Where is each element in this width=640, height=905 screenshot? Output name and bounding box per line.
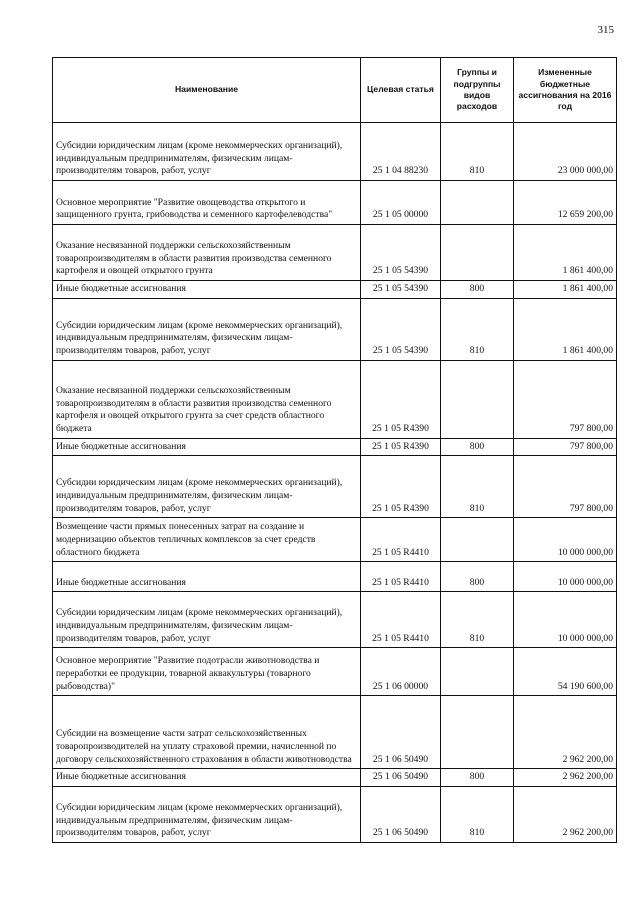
row-name: Оказание несвязанной поддержки сельскохозяйственным товаропроизводителям в области развития производства семенного картофеля и овощей открытого грунта	[53, 225, 361, 281]
table-row	[53, 181, 617, 225]
table-header-row	[53, 58, 617, 123]
row-name: Иные бюджетные ассигнования	[53, 769, 361, 787]
row-amount: 10 000 000,00	[514, 562, 617, 592]
row-group-code: 810	[441, 456, 514, 518]
row-group-code	[441, 648, 514, 696]
row-group-code	[441, 225, 514, 281]
row-target-code: 25 1 05 54390	[361, 225, 441, 281]
row-amount: 2 962 200,00	[514, 696, 617, 769]
row-name: Субсидии юридическим лицам (кроме некоммерческих организаций), индивидуальным предпринимателям, физическим лицам-производителям товаров, работ, услуг	[53, 456, 361, 518]
table-row	[53, 592, 617, 648]
row-target-code: 25 1 05 R4410	[361, 592, 441, 648]
row-name: Субсидии юридическим лицам (кроме некоммерческих организаций), индивидуальным предпринимателям, физическим лицам-производителям товаров, работ, услуг	[53, 123, 361, 181]
row-target-code: 25 1 06 50490	[361, 786, 441, 842]
row-amount: 23 000 000,00	[514, 123, 617, 181]
row-name: Основное мероприятие "Развитие овощеводства открытого и защищенного грунта, грибоводства и семенного картофелеводства"	[53, 181, 361, 225]
row-amount: 2 962 200,00	[514, 786, 617, 842]
row-group-code	[441, 518, 514, 562]
header-amount: Измененные бюджетные ассигнования на 2016 год	[514, 58, 617, 123]
row-name: Иные бюджетные ассигнования	[53, 281, 361, 299]
row-amount: 1 861 400,00	[514, 298, 617, 360]
row-amount: 797 800,00	[514, 438, 617, 456]
header-name: Наименование	[53, 58, 361, 123]
row-name: Оказание несвязанной поддержки сельскохозяйственным товаропроизводителям в области развития производства семенного картофеля и овощей открытого грунта за счет средств областного бюджета	[53, 360, 361, 438]
row-target-code: 25 1 04 88230	[361, 123, 441, 181]
row-group-code	[441, 181, 514, 225]
row-amount: 1 861 400,00	[514, 225, 617, 281]
table-row	[53, 360, 617, 438]
row-name: Субсидии юридическим лицам (кроме некоммерческих организаций), индивидуальным предпринимателям, физическим лицам-производителям товаров, работ, услуг	[53, 786, 361, 842]
table-row	[53, 786, 617, 842]
row-target-code: 25 1 05 R4410	[361, 518, 441, 562]
row-target-code: 25 1 05 54390	[361, 281, 441, 299]
row-name: Иные бюджетные ассигнования	[53, 438, 361, 456]
row-amount: 10 000 000,00	[514, 592, 617, 648]
row-target-code: 25 1 06 50490	[361, 696, 441, 769]
row-amount: 797 800,00	[514, 456, 617, 518]
header-expense-groups: Группы и подгруппы видов расходов	[441, 58, 514, 123]
table-row	[53, 518, 617, 562]
row-group-code	[441, 360, 514, 438]
row-amount: 797 800,00	[514, 360, 617, 438]
row-name: Иные бюджетные ассигнования	[53, 562, 361, 592]
row-amount: 1 861 400,00	[514, 281, 617, 299]
table-row	[53, 438, 617, 456]
row-name: Субсидии на возмещение части затрат сельскохозяйственных товаропроизводителей на уплату страховой премии, начисленной по договору сельскохозяйственного страхования в области животноводства	[53, 696, 361, 769]
row-target-code: 25 1 05 R4390	[361, 438, 441, 456]
row-group-code	[441, 696, 514, 769]
row-target-code: 25 1 05 R4410	[361, 562, 441, 592]
row-name: Возмещение части прямых понесенных затрат на создание и модернизацию объектов тепличных комплексов за счет средств областного бюджета	[53, 518, 361, 562]
table-row	[53, 456, 617, 518]
row-name: Основное мероприятие "Развитие подотрасли животноводства и переработки ее продукции, товарной аквакультуры (товарного рыбоводства)"	[53, 648, 361, 696]
table-row	[53, 769, 617, 787]
row-group-code: 810	[441, 298, 514, 360]
row-target-code: 25 1 05 54390	[361, 298, 441, 360]
table-row	[53, 696, 617, 769]
table-row	[53, 123, 617, 181]
header-target-article: Целевая статья	[361, 58, 441, 123]
table-row	[53, 648, 617, 696]
table-row	[53, 281, 617, 299]
page-number: 315	[597, 24, 614, 36]
row-target-code: 25 1 05 00000	[361, 181, 441, 225]
row-amount: 2 962 200,00	[514, 769, 617, 787]
row-name: Субсидии юридическим лицам (кроме некоммерческих организаций), индивидуальным предпринимателям, физическим лицам-производителям товаров, работ, услуг	[53, 592, 361, 648]
row-group-code: 800	[441, 769, 514, 787]
row-amount: 12 659 200,00	[514, 181, 617, 225]
row-group-code: 800	[441, 438, 514, 456]
table-row	[53, 298, 617, 360]
row-group-code: 800	[441, 562, 514, 592]
row-name: Субсидии юридическим лицам (кроме некоммерческих организаций), индивидуальным предпринимателям, физическим лицам-производителям товаров, работ, услуг	[53, 298, 361, 360]
row-target-code: 25 1 05 R4390	[361, 360, 441, 438]
row-target-code: 25 1 06 50490	[361, 769, 441, 787]
row-group-code: 810	[441, 592, 514, 648]
row-group-code: 810	[441, 786, 514, 842]
row-group-code: 800	[441, 281, 514, 299]
row-group-code: 810	[441, 123, 514, 181]
row-target-code: 25 1 05 R4390	[361, 456, 441, 518]
row-target-code: 25 1 06 00000	[361, 648, 441, 696]
table-row	[53, 562, 617, 592]
row-amount: 10 000 000,00	[514, 518, 617, 562]
row-amount: 54 190 600,00	[514, 648, 617, 696]
table-row	[53, 225, 617, 281]
budget-table	[52, 57, 617, 843]
